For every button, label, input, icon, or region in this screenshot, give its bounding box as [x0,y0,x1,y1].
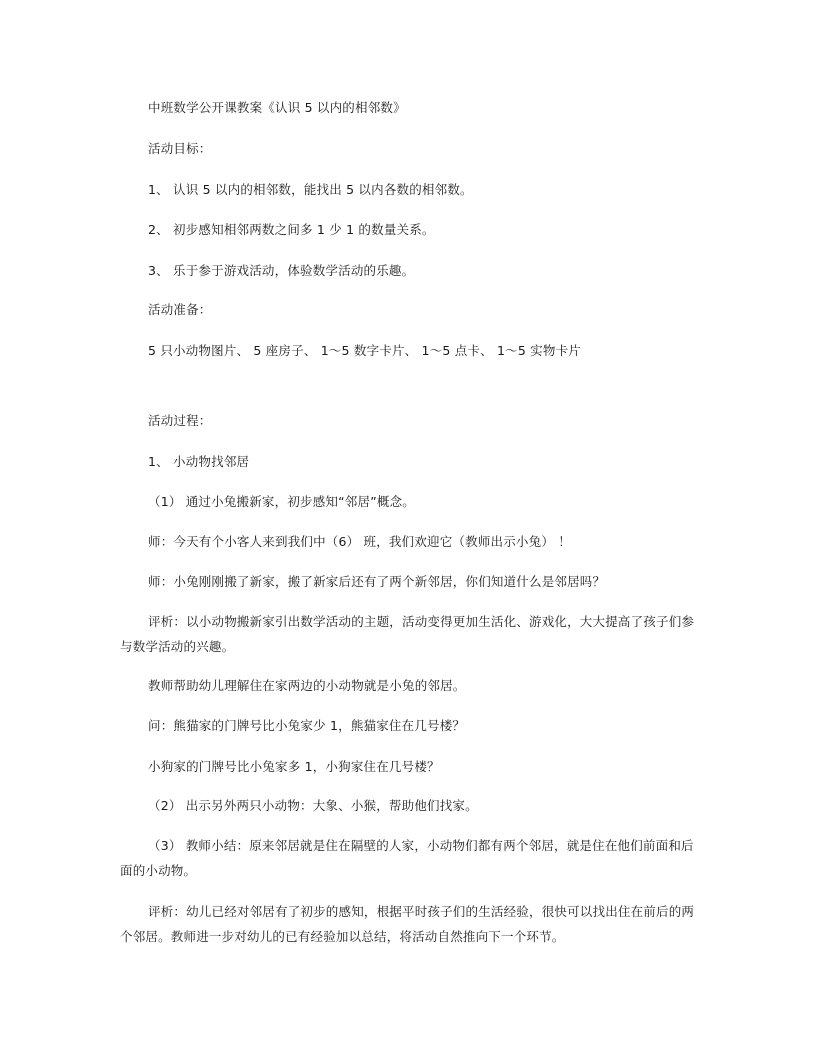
process-heading: 活动过程： [148,413,212,428]
goals-heading: 活动目标： [148,141,212,156]
prep-text: 5 只小动物图片、 5 座房子、 1～5 数字卡片、 1～5 点卡、 1～5 实物卡片 [148,343,581,358]
sub-step-3: （3） 教师小结：原来邻居就是住在隔壁的人家，小动物们都有两个邻居，就是住在他们前面和后面的小动物。 [120,838,694,878]
prep-heading: 活动准备： [148,302,212,317]
paragraph-1: 教师帮助幼儿理解住在家两边的小动物就是小兔的邻居。 [148,678,466,693]
sub-step-1: （1） 通过小兔搬新家，初步感知“邻居”概念。 [148,494,415,509]
goal-item-2: 2、 初步感知相邻两数之间多 1 少 1 的数量关系。 [148,222,435,237]
step-1-heading: 1、 小动物找邻居 [148,454,250,469]
document-title: 中班数学公开课教案《认识 5 以内的相邻数》 [148,100,406,115]
comment-2: 评析：幼儿已经对邻居有了初步的感知，根据平时孩子们的生活经验，很快可以找出住在前后的两个邻居。教师进一步对幼儿的已有经验加以总结，将活动自然推向下一个环节。 [120,904,695,944]
teacher-line-1: 师：今天有个小客人来到我们中（6） 班，我们欢迎它（教师出示小兔） ！ [148,534,571,549]
question-2: 小狗家的门牌号比小兔家多 1，小狗家住在几号楼？ [148,759,440,774]
goal-item-3: 3、 乐于参于游戏活动，体验数学活动的乐趣。 [148,263,415,278]
comment-1: 评析：以小动物搬新家引出数学活动的主题，活动变得更加生活化、游戏化，大大提高了孩子们参与数学活动的兴趣。 [120,614,695,654]
sub-step-2: （2） 出示另外两只小动物：大象、小猴，帮助他们找家。 [148,798,478,813]
goal-item-1: 1、 认识 5 以内的相邻数，能找出 5 以内各数的相邻数。 [148,182,473,197]
question-1: 问：熊猫家的门牌号比小兔家少 1，熊猫家住在几号楼？ [148,718,466,733]
teacher-line-2: 师：小兔刚刚搬了新家，搬了新家后还有了两个新邻居，你们知道什么是邻居吗？ [148,574,606,589]
